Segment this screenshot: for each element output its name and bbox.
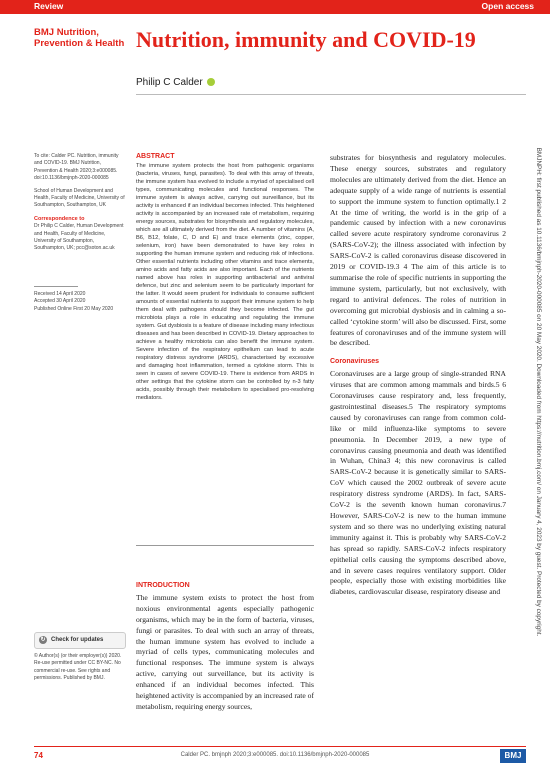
cite-text: To cite: Calder PC. Nutrition, immunity and COVID-19. BMJ Nutrition, Prevention & Health 2020;3:e000085. doi:10.1136/bmjnph-2020-000085 bbox=[34, 153, 119, 182]
copyright-text: © Author(s) (or their employer(s)) 2020. Re-use permitted under CC BY-NC. No commercial re-use. See rights and permissions. Published by BMJ. bbox=[34, 653, 122, 682]
introduction-text: The immune system exists to protect the host from noxious environmental agents especially pathogenic organisms, which may be in the form of bacteria, viruses, fungi or parasites. To deal with such an array of threats, the human immune system has evolved to include a myriad of cells types, communicating molecules and functional responses. The immune system is always active, carrying out surveillance, but its activity is enhanced if an individual becomes infected. This heightened activity is accompanied by an increased rate of metabolism, requiring energy sources, bbox=[136, 592, 314, 711]
right-paragraph-2: Coronaviruses are a large group of single-stranded RNA viruses that are common among mammals and birds.5 6 Coronaviruses cause respiratory and, less frequently, gastrointestinal diseases.5 The respiratory symptoms caused by coronaviruses can range from common cold-like or mild influenza-like symptoms to severe pneumonia. In December 2019, a new type of coronavirus causing pneumonia and death was identified in Wuhan, China3 4; this new coronavirus is called SARS-CoV-2 because it is genetically similar to SARS-CoV which caused the 2002 outbreak of severe acute respiratory distress syndrome (ARDS). In fact, SARS-CoV-2 is the seventh known human coronavirus.7 However, SARS-CoV-2 is new to the human immune system and so there was no underlying existing natural immunity against it. This is probably why SARS-CoV-2 has spread so rapidly. SARS-CoV-2 infects respiratory epithelial cells causing the symptoms described above, and in severe cases requires ventilatory support. Older people, especially those with existing morbidities like diabetes, cardiovascular disease, respiratory disease and bbox=[330, 369, 506, 597]
article-title: Nutrition, immunity and COVID-19 bbox=[136, 27, 476, 52]
check-for-updates-button[interactable] bbox=[34, 632, 126, 649]
right-column bbox=[330, 153, 506, 598]
accepted-date: Accepted 30 April 2020 bbox=[34, 298, 86, 305]
footer-citation: Calder PC. bmjnph 2020;3:e000085. doi:10.1136/bmjnph-2020-000085 bbox=[180, 752, 370, 758]
footer-divider bbox=[34, 746, 526, 747]
introduction-heading: INTRODUCTION bbox=[136, 582, 190, 589]
bmj-logo: BMJ bbox=[500, 749, 526, 763]
orcid-icon[interactable] bbox=[207, 78, 215, 86]
journal-name-line2: Prevention & Health bbox=[34, 38, 125, 49]
right-paragraph-1: substrates for biosynthesis and regulatory molecules. These energy sources, substrates and regulatory molecules are ultimately derived from the diet. Hence an adequate supply of a wide range of nutrients is essential to support the immune system to function optimally.1 2 At the time of writing, the world is in the grip of a pandemic caused by infection with a new coronavirus called severe acute respiratory syndrome coronavirus 2 (SARS-CoV-2); the illness associated with infection by SARS-CoV-2 is called coronavirus disease discovered in 2019 or COVID-19.3 4 The aim of this article is to summarise the role of specific nutrients in supporting the immune system, particularly, but not exclusively, with regard to antiviral defences. The roles of nutrition in overcoming gut microbial dysbiosis and in calming a so-called ‘cytokine storm’ will also be discussed. First, some features of coronaviruses and of the immune system will be described. bbox=[330, 153, 506, 348]
download-notice: BMJNPH: first published as 10.1136/bmjnph-2020-000085 on 20 May 2020. Downloaded from https://nutrition.bmj.com/ on January 4, 2023 by guest. Protected by copyright. bbox=[535, 147, 542, 637]
check-for-updates-label: Check for updates bbox=[51, 637, 104, 643]
abstract-divider bbox=[136, 545, 314, 546]
dates-divider bbox=[34, 286, 78, 287]
published-date: Published Online First 20 May 2020 bbox=[34, 305, 114, 312]
section-label: Review bbox=[34, 1, 64, 11]
open-access-label: Open access bbox=[481, 1, 534, 11]
title-divider bbox=[136, 94, 526, 95]
citation-block bbox=[34, 153, 126, 253]
journal-name-line1: BMJ Nutrition, bbox=[34, 27, 99, 38]
correspondence-text: Dr Philip C Calder, Human Development and Health, Faculty of Medicine, University of Southampton, Southampton, UK; pcc@soton.ac.uk bbox=[34, 223, 124, 252]
copyright-block bbox=[34, 653, 126, 683]
received-date: Received 14 April 2020 bbox=[34, 291, 86, 297]
abstract-heading: ABSTRACT bbox=[136, 153, 175, 160]
affiliation-text: School of Human Development and Health, Faculty of Medicine, University of Southampton, Southampton, UK bbox=[34, 187, 125, 209]
abstract-text: The immune system protects the host from pathogenic organisms (bacteria, viruses, fungi, parasites). To deal with this array of threats, the immune system has evolved to include a myriad of specialised cell types, communicating molecules and functional responses. The immune system is always active, carrying out surveillance, but its activity is enhanced if an individual becomes infected. This heightened activity is accompanied by an increased rate of metabolism, requiring energy sources, substrates for biosynthesis and regulatory molecules, which are all ultimately derived from the diet. A number of vitamins (A, B6, B12, folate, C, D and E) and trace elements (zinc, copper, selenium, iron) have been demonstrated to have key roles in supporting the human immune system and reducing risk of infections. Other essential nutrients including other vitamins and trace elements, amino acids and fatty acids are also important. Each of the nutrients named above has roles in supporting antibacterial and antiviral defence, but zinc and selenium seem to be particularly important for the latter. It would seem prudent for individuals to consume sufficient amounts of essential nutrients to support their immune system to help them deal with pathogens should they become infected. The gut microbiota plays a role in educating and regulating the immune system. Gut dysbiosis is a feature of disease including many infectious diseases and has been described in COVID-19. Dietary approaches to achieve a healthy microbiota can also benefit the immune system. Severe infection of the respiratory epithelium can lead to acute respiratory distress syndrome (ARDS), characterised by excessive and damaging host inflammation, termed a cytokine storm. This is seen in cases of severe COVID-19. There is evidence from ARDS in other settings that the cytokine storm can be controlled by n-3 fatty acids, possibly through their metabolism to specialised pro-resolving mediators. bbox=[136, 163, 314, 401]
page-number: 74 bbox=[34, 751, 43, 760]
top-banner bbox=[0, 0, 550, 14]
author-name: Philip C Calder bbox=[136, 77, 203, 88]
journal-logo bbox=[34, 27, 124, 49]
introduction-section bbox=[136, 581, 314, 713]
correspondence-heading: Correspondence to bbox=[34, 215, 85, 222]
coronaviruses-heading: Coronaviruses bbox=[330, 358, 380, 366]
author-line bbox=[136, 77, 215, 88]
dates-block bbox=[34, 291, 126, 313]
abstract-section bbox=[136, 153, 314, 402]
refresh-icon: ↻ bbox=[40, 637, 46, 643]
